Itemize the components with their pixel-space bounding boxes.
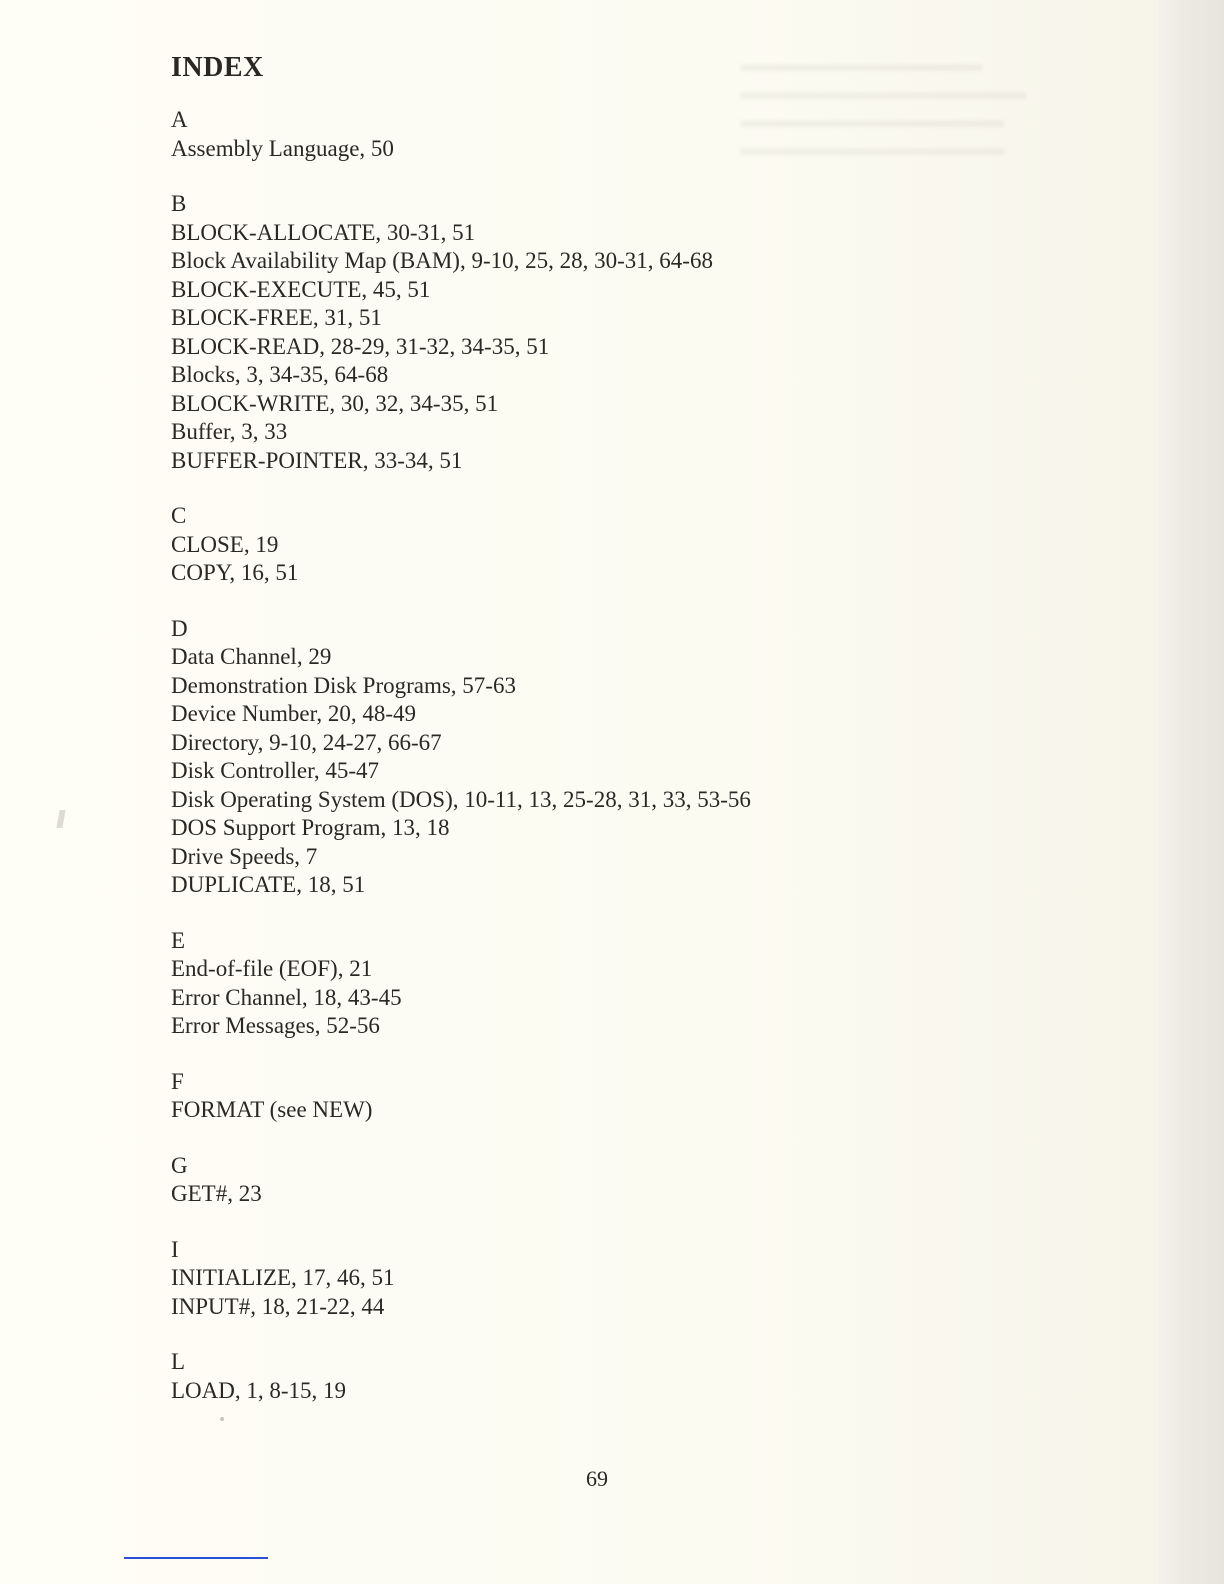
index-entry: DOS Support Program, 13, 18	[171, 815, 450, 840]
index-entry: Buffer, 3, 33	[171, 419, 288, 444]
index-entry: Block Availability Map (BAM), 9-10, 25, 28, 30-31, 64-68	[171, 248, 713, 273]
section-letter: I	[171, 1236, 179, 1262]
index-section-d	[171, 615, 971, 900]
paper-speck	[220, 1417, 224, 1421]
index-entry: BLOCK-READ, 28-29, 31-32, 34-35, 51	[171, 333, 550, 359]
index-entry: INITIALIZE, 17, 46, 51	[171, 1265, 395, 1290]
index-entry: Drive Speeds, 7	[171, 843, 318, 869]
index-entry: BLOCK-EXECUTE, 45, 51	[171, 276, 431, 302]
link-underline[interactable]	[124, 1557, 268, 1559]
section-letter: B	[171, 191, 187, 216]
index-entry: COPY, 16, 51	[171, 560, 299, 585]
index-entry: CLOSE, 19	[171, 531, 279, 557]
index-entry: LOAD, 1, 8-15, 19	[171, 1377, 347, 1403]
page-edge-shadow	[1158, 0, 1224, 1584]
index-entry: Directory, 9-10, 24-27, 66-67	[171, 729, 442, 755]
index-entry: BLOCK-FREE, 31, 51	[171, 305, 382, 330]
section-letter: D	[171, 615, 188, 641]
index-section-f	[171, 1068, 971, 1125]
index-entry: Demonstration Disk Programs, 57-63	[171, 672, 516, 698]
index-entry: BLOCK-WRITE, 30, 32, 34-35, 51	[171, 390, 499, 416]
section-letter: A	[171, 107, 188, 132]
section-letter: G	[171, 1152, 188, 1178]
index-entry: FORMAT (see NEW)	[171, 1097, 373, 1122]
index-section-c	[171, 502, 971, 588]
index-entry: Data Channel, 29	[171, 644, 332, 669]
index-entry: Error Channel, 18, 43-45	[171, 984, 402, 1010]
index-sections	[171, 106, 971, 1405]
index-entry: Device Number, 20, 48-49	[171, 701, 416, 726]
index-entry: Disk Operating System (DOS), 10-11, 13, 25-28, 31, 33, 53-56	[171, 786, 751, 812]
index-entry: Error Messages, 52-56	[171, 1013, 380, 1038]
index-content	[171, 50, 971, 1432]
index-section-b	[171, 190, 971, 475]
index-entry: End-of-file (EOF), 21	[171, 956, 373, 981]
index-entry: INPUT#, 18, 21-22, 44	[171, 1293, 385, 1319]
section-letter: C	[171, 503, 187, 528]
section-letter: F	[171, 1068, 184, 1094]
index-entry: DUPLICATE, 18, 51	[171, 872, 366, 897]
section-letter: L	[171, 1349, 186, 1374]
index-entry: Disk Controller, 45-47	[171, 758, 379, 783]
index-entry: GET#, 23	[171, 1181, 262, 1206]
margin-mark	[56, 810, 65, 828]
index-section-i	[171, 1236, 971, 1322]
index-entry: BLOCK-ALLOCATE, 30-31, 51	[171, 219, 476, 245]
index-entry: Assembly Language, 50	[171, 135, 394, 161]
index-section-a	[171, 106, 971, 163]
index-section-g	[171, 1152, 971, 1209]
bleed-through-text: ▬▬▬▬▬▬▬▬▬▬▬ ▬▬▬▬▬▬▬▬▬▬▬▬▬ ▬▬▬▬▬▬▬▬▬▬▬▬ ▬▬▬▬▬▬▬▬▬▬▬▬	[740, 51, 1026, 160]
index-entry: Blocks, 3, 34-35, 64-68	[171, 362, 389, 387]
section-letter: E	[171, 927, 186, 953]
page-title: INDEX	[171, 52, 264, 83]
index-entry: BUFFER-POINTER, 33-34, 51	[171, 447, 463, 473]
page-number: 69	[586, 1466, 608, 1491]
index-section-l	[171, 1348, 971, 1405]
index-section-e	[171, 927, 971, 1041]
